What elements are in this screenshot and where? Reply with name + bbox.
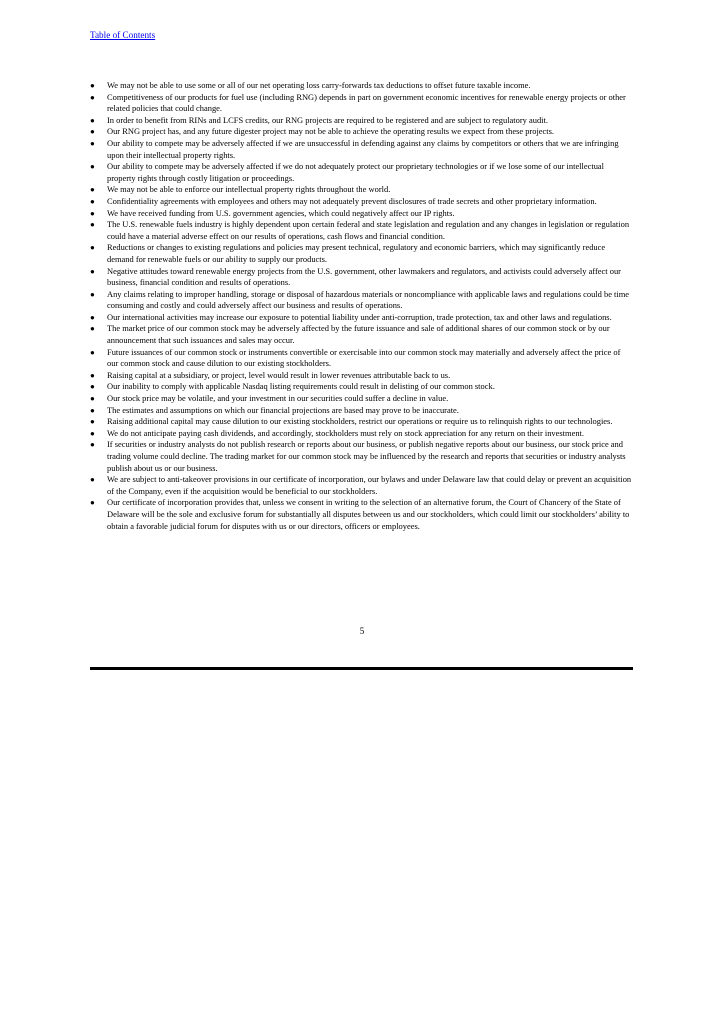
risk-factor-text: We are subject to anti-takeover provisions in our certificate of incorporation, our bylaws and under Delaware law that could delay or prevent an acquisition of the Company, even if the acquisition would be beneficial to our stockholders. — [107, 474, 632, 496]
page-number: 5 — [359, 626, 365, 636]
risk-factor-item — [90, 312, 632, 324]
risk-factor-text: Our inability to comply with applicable Nasdaq listing requirements could result in delisting of our common stock. — [107, 381, 495, 392]
risk-factor-text: Negative attitudes toward renewable energy projects from the U.S. government, other lawmakers and regulators, and activists could adversely affect our business, financial condition and results of operations. — [107, 265, 621, 288]
risk-factor-text: Competitiveness of our products for fuel use (including RNG) depends in part on government economic incentives for renewable energy projects or other related policies that could change. — [107, 91, 626, 114]
risk-factor-text: Confidentiality agreements with employees and others may not adequately prevent disclosures of trade secrets and other proprietary information. — [107, 195, 597, 206]
risk-factor-item — [90, 405, 632, 417]
risk-factor-text: In order to benefit from RINs and LCFS credits, our RNG projects are required to be registered and are subject to regulatory audit. — [107, 114, 548, 125]
risk-factor-text: The U.S. renewable fuels industry is highly dependent upon certain federal and state legislation and regulation and any changes in legislation or regulation could have a material adverse effect on our results of operations, cash flows and financial condition. — [107, 219, 630, 241]
risk-factor-item — [90, 242, 632, 265]
risk-factor-text: We do not anticipate paying cash dividends, and accordingly, stockholders must rely on stock appreciation for any return on their investment. — [107, 427, 585, 438]
risk-factor-item — [90, 138, 632, 161]
bullet-icon: ● — [90, 370, 95, 380]
bullet-icon: ● — [90, 196, 95, 206]
risk-factor-item — [90, 428, 632, 440]
risk-factor-text: If securities or industry analysts do not publish research or reports about our business, or publish negative reports about our business, our stock price and trading volume could decline. The trading market for our common stock may be influenced by the research and reports that securities or industry analysts publish about us or our business. — [107, 439, 626, 473]
risk-factor-text: Our RNG project has, and any future digester project may not be able to achieve the operating results we expect from these projects. — [107, 126, 555, 137]
bullet-icon: ● — [90, 92, 95, 102]
risk-factor-item — [90, 208, 632, 220]
bullet-icon: ● — [90, 162, 95, 172]
table-of-contents-link[interactable]: Table of Contents — [90, 30, 156, 40]
bullet-icon: ● — [90, 115, 95, 125]
bullet-icon: ● — [90, 220, 95, 230]
risk-factor-item — [90, 416, 632, 428]
bullet-icon: ● — [90, 475, 95, 485]
bullet-icon: ● — [90, 324, 95, 334]
risk-factor-item — [90, 126, 632, 138]
risk-factor-text: Our ability to compete may be adversely affected if we are unsuccessful in defending against any claims by competitors or others that we are infringing upon their intellectual property rights. — [107, 137, 619, 160]
risk-factor-item — [90, 497, 632, 532]
risk-factor-text: Any claims relating to improper handling, storage or disposal of hazardous materials or noncompliance with applicable laws and regulations could be time consuming and costly and could adversely affect our business and results of operations. — [107, 288, 630, 311]
bullet-icon: ● — [90, 81, 95, 90]
risk-factor-text: The estimates and assumptions on which our financial projections are based may prove to be inaccurate. — [107, 404, 459, 415]
risk-factor-item — [90, 196, 632, 208]
risk-factor-item — [90, 474, 632, 497]
bullet-icon: ● — [90, 289, 95, 299]
risk-factor-item — [90, 266, 632, 289]
risk-factor-item — [90, 115, 632, 127]
risk-factor-item — [90, 381, 632, 393]
risk-factor-text: Our ability to compete may be adversely affected if we do not adequately protect our proprietary technologies or if we lose some of our intellectual property rights through costly litigation or proceedings. — [107, 161, 605, 183]
bullet-icon: ● — [90, 405, 95, 415]
risk-factor-text: We may not be able to use some or all of our net operating loss carry-forwards tax deductions to offset future taxable income. — [107, 80, 531, 90]
risk-factor-item — [90, 289, 632, 312]
bullet-icon: ● — [90, 417, 95, 427]
page-divider — [90, 667, 633, 670]
risk-factor-text: We may not be able to enforce our intellectual property rights throughout the world. — [107, 184, 391, 195]
risk-factor-text: Our stock price may be volatile, and your investment in our securities could suffer a decline in value. — [107, 393, 449, 404]
risk-factor-item — [90, 184, 632, 196]
risk-factor-item — [90, 439, 632, 474]
bullet-icon: ● — [90, 498, 95, 508]
bullet-icon: ● — [90, 428, 95, 438]
risk-factor-text: Our certificate of incorporation provides that, unless we consent in writing to the selection of an alternative forum, the Court of Chancery of the State of Delaware will be the sole and exclusive forum for substantially all disputes between us and our stockholders, which could limit our stockholders’ ability to obtain a favorable judicial forum for disputes with us or our directors, officers or employees. — [107, 497, 630, 531]
risk-factor-item — [90, 370, 632, 382]
risk-factor-list — [90, 80, 632, 532]
bullet-icon: ● — [90, 185, 95, 195]
risk-factor-item — [90, 219, 632, 242]
risk-factor-item — [90, 323, 632, 346]
risk-factor-text: Raising additional capital may cause dilution to our existing stockholders, restrict our operations or require us to relinquish rights to our technologies. — [107, 416, 613, 427]
risk-factor-text: The market price of our common stock may be adversely affected by the future issuance and sale of additional shares of our common stock or by our announcement that such issuances and sales may occur. — [107, 323, 610, 346]
risk-factor-text: Future issuances of our common stock or instruments convertible or exercisable into our common stock may materially and adversely affect the price of our common stock and cause dilution to our existing stockholders. — [107, 346, 621, 369]
risk-factor-text: Raising capital at a subsidiary, or project, level would result in lower revenues attributable back to us. — [107, 369, 451, 380]
risk-factor-text: We have received funding from U.S. government agencies, which could negatively affect our IP rights. — [107, 207, 455, 218]
bullet-icon: ● — [90, 394, 95, 404]
risk-factor-text: Our international activities may increase our exposure to potential liability under anti-corruption, trade protection, tax and other laws and regulations. — [107, 311, 612, 322]
risk-factor-item — [90, 347, 632, 370]
risk-factor-text: Reductions or changes to existing regulations and policies may present technical, regulatory and economic barriers, which may significantly reduce demand for renewable fuels or our ability to supply our products. — [107, 242, 606, 264]
bullet-icon: ● — [90, 312, 95, 322]
bullet-icon: ● — [90, 127, 95, 137]
bullet-icon: ● — [90, 138, 95, 148]
risk-factor-item — [90, 80, 632, 92]
bullet-icon: ● — [90, 208, 95, 218]
bullet-icon: ● — [90, 266, 95, 276]
bullet-icon: ● — [90, 440, 95, 450]
bullet-icon: ● — [90, 382, 95, 392]
bullet-icon: ● — [90, 243, 95, 253]
risk-factor-item — [90, 161, 632, 184]
risk-factor-item — [90, 92, 632, 115]
risk-factor-item — [90, 393, 632, 405]
bullet-icon: ● — [90, 347, 95, 357]
